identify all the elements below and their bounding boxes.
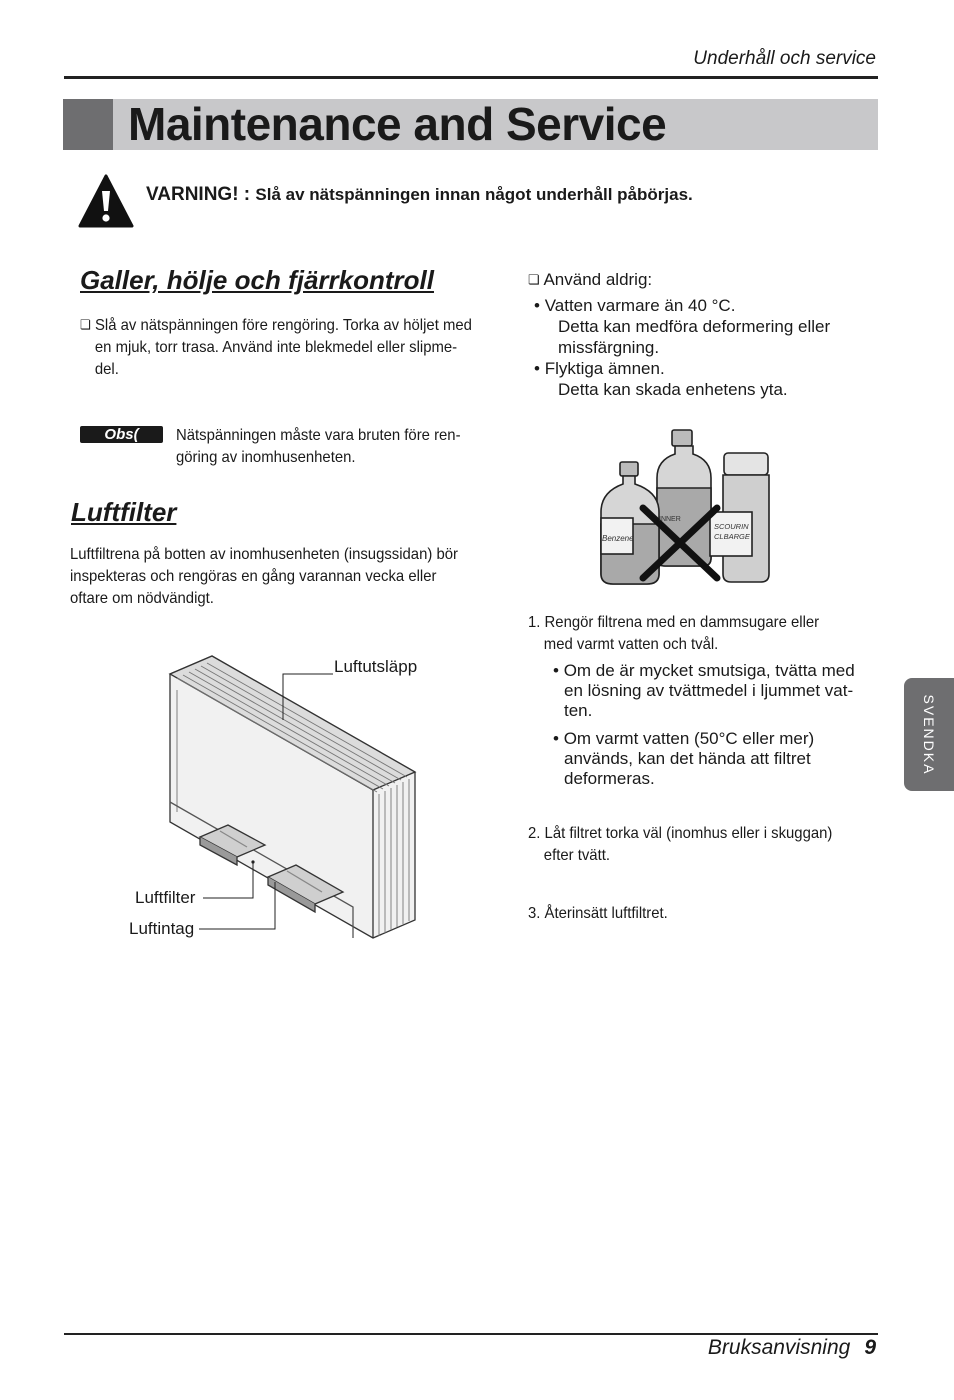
list-item-text: Vatten varmare än 40 °C. (544, 296, 736, 315)
header-rule (64, 76, 878, 79)
language-tab-text: SVENDKA (921, 694, 937, 775)
list-item: • Vatten varmare än 40 °C. (534, 296, 736, 315)
list-item-text: en lösning av tvättmedel i ljummet vat- (564, 681, 854, 700)
section-filter-text (70, 544, 498, 610)
step-text: 2. Låt filtret torka väl (inomhus eller i skuggan) (528, 825, 833, 842)
list-item-detail: Detta kan medföra deformering eller (558, 317, 831, 336)
step-1-bullets (553, 661, 877, 797)
bottle-label: INNER (659, 516, 681, 523)
label-air-outlet: Luftutsläpp (334, 657, 418, 676)
text-line: göring av inomhusenheten. (176, 449, 356, 466)
footer-title: Bruksanvisning (707, 1336, 851, 1359)
section-heading-filter: Luftfilter (71, 497, 177, 527)
section-heading-grille: Galler, hölje och fjärrkontroll (80, 265, 434, 295)
text-line: Nätspänningen måste vara bruten före ren- (176, 427, 461, 444)
text-line: oftare om nödvändigt. (70, 590, 214, 607)
checkbox-bullet-icon: ❏ (528, 272, 540, 287)
text-line: inspekteras och rengöras en gång varannan vecka eller (70, 568, 437, 585)
text-line: del. (94, 361, 119, 378)
section-grille-text (80, 314, 513, 381)
note-badge: Obs( (80, 426, 163, 443)
step-1 (528, 612, 874, 656)
bottle-label: SCOURIN (714, 522, 749, 531)
language-tab-label (904, 678, 954, 791)
note-text (176, 425, 492, 469)
label-air-filter: Luftfilter (135, 888, 196, 907)
text-line: Slå av nätspänningen före rengöring. Torka av höljet med (94, 317, 472, 334)
footer-rule (64, 1333, 878, 1335)
list-item-text: ten. (564, 701, 593, 720)
list-item-text: Om de är mycket smutsiga, tvätta med (563, 661, 855, 680)
never-use-list (528, 269, 888, 400)
never-use-heading: Använd aldrig: (543, 270, 653, 289)
bottle-label: Benzene (602, 534, 634, 543)
list-item: • Om de är mycket smutsiga, tvätta med en lösning av tvättmedel i ljummet vat- ten. (553, 661, 855, 720)
running-header: Underhåll och service (693, 48, 876, 69)
warning-icon (78, 174, 134, 228)
warning-text (146, 184, 693, 206)
warning-message: Slå av nätspänningen innan något underhåll påbörjas. (255, 185, 693, 204)
text-line: Luftfiltrena på botten av inomhusenheten (insugssidan) bör (70, 546, 458, 563)
label-air-intake: Luftintag (129, 919, 195, 938)
step-2 (528, 823, 874, 867)
warning-label: VARNING! : (146, 184, 251, 205)
title-accent-block (63, 99, 113, 150)
chemical-bottles-illustration (595, 428, 775, 590)
text-line: en mjuk, torr trasa. Använd inte blekmedel eller slipme- (94, 339, 458, 356)
page-footer (708, 1336, 876, 1360)
step-text: efter tvätt. (543, 847, 610, 864)
checkbox-bullet-icon: ❏ (80, 317, 91, 332)
list-item-text: Om varmt vatten (50°C eller mer) (563, 729, 815, 748)
step-text: med varmt vatten och tvål. (543, 636, 719, 653)
list-item-detail: Detta kan skada enhetens yta. (558, 380, 788, 399)
list-item-detail: missfärgning. (558, 338, 660, 357)
page-number: 9 (864, 1336, 876, 1359)
step-text: 1. Rengör filtrena med en dammsugare eller (528, 614, 820, 631)
list-item-text: används, kan det hända att filtret (564, 749, 811, 768)
list-item-text: Flyktiga ämnen. (544, 359, 665, 378)
list-item: • Om varmt vatten (50°C eller mer) används, kan det hända att filtret deformeras. (553, 729, 815, 788)
step-3: 3. Återinsätt luftfiltret. (528, 905, 668, 922)
list-item: • Flyktiga ämnen. (534, 359, 665, 378)
page-title: Maintenance and Service (128, 98, 667, 150)
list-item-text: deformeras. (564, 769, 655, 788)
bottle-label: CLBARGE (714, 532, 750, 541)
